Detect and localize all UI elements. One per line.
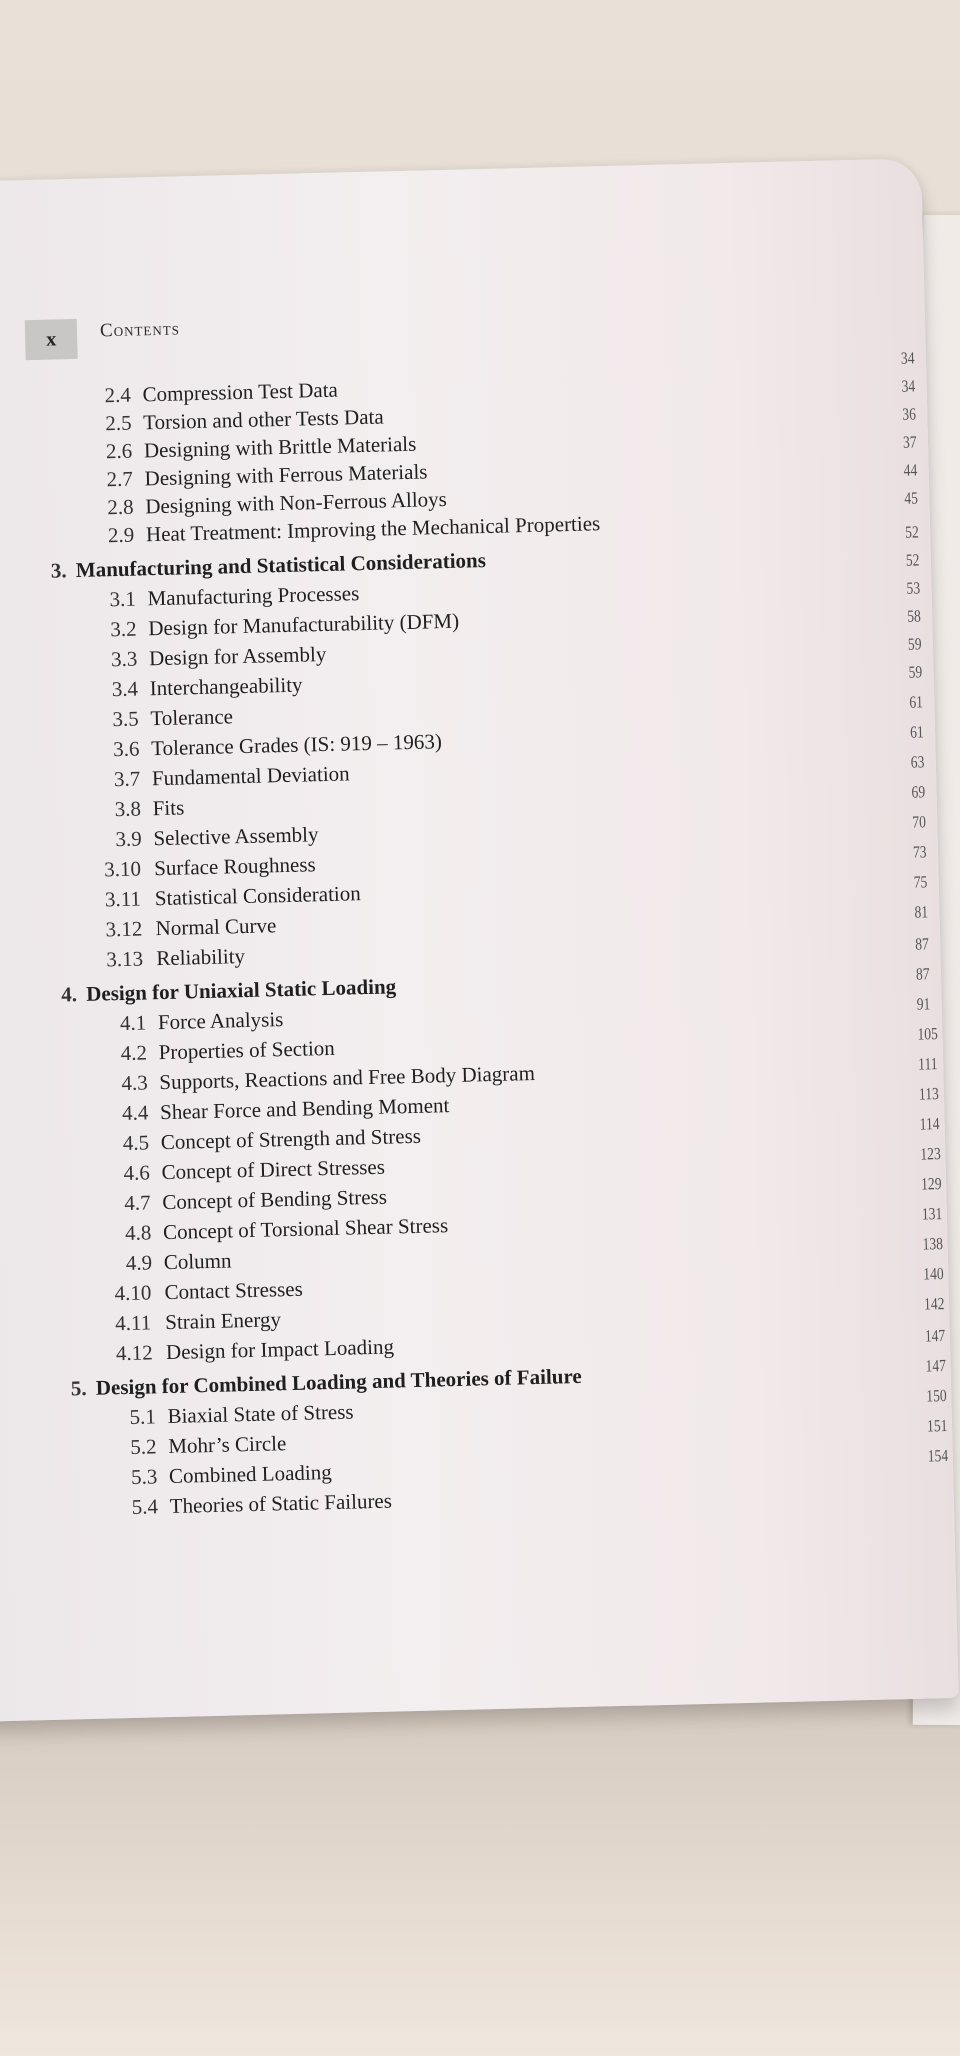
entry-page: 59 [908, 662, 923, 682]
entry-title: Column [163, 1248, 232, 1275]
entry-title: Tolerance Grades (IS: 919 – 1963) [150, 729, 443, 761]
entry-title: Contact Stresses [164, 1276, 304, 1305]
entry-page: 59 [907, 634, 922, 654]
entry-number: 4.9 [125, 1250, 153, 1276]
chapter-title: Design for Uniaxial Static Loading [85, 974, 397, 1006]
entry-page: 138 [922, 1234, 944, 1254]
entry-number: 3.8 [114, 796, 142, 822]
entry-page: 58 [906, 606, 922, 626]
entry-title: Design for Manufacturability (DFM) [148, 608, 460, 641]
book-page [0, 158, 959, 1721]
entry-page: 69 [911, 782, 926, 802]
entry-number: 4.1 [119, 1010, 147, 1036]
entry-number: 3.3 [110, 646, 138, 672]
entry-number: 2.5 [104, 410, 132, 436]
chapter-title: Manufacturing and Statistical Considerations [75, 548, 487, 583]
entry-number: 4.2 [120, 1040, 148, 1066]
entry-page: 73 [912, 842, 927, 862]
entry-number: 3.2 [110, 616, 137, 642]
entry-number: 5.1 [129, 1404, 157, 1429]
entry-page: 142 [923, 1294, 945, 1314]
entry-page: 113 [918, 1084, 940, 1104]
entry-number: 4.12 [115, 1340, 154, 1366]
entry-page: 147 [925, 1356, 947, 1376]
entry-number: 2.8 [107, 494, 134, 520]
entry-page: 87 [915, 934, 930, 954]
entry-title: Selective Assembly [153, 822, 319, 851]
entry-page: 131 [921, 1204, 943, 1224]
chapter-number: 4. [60, 982, 78, 1007]
entry-page: 75 [913, 872, 928, 892]
entry-number: 3.4 [111, 676, 139, 702]
entry-number: 3.11 [104, 886, 142, 912]
entry-title: Designing with Ferrous Materials [144, 459, 428, 491]
entry-title: Torsion and other Tests Data [142, 404, 384, 435]
entry-title: Tolerance [150, 704, 234, 731]
entry-page: 45 [904, 488, 919, 508]
entry-number: 4.4 [121, 1100, 149, 1126]
entry-page: 105 [917, 1024, 939, 1044]
entry-title: Mohr’s Circle [167, 1431, 287, 1459]
entry-title: Fundamental Deviation [151, 761, 350, 791]
entry-title: Interchangeability [149, 672, 303, 701]
entry-number: 2.9 [107, 522, 135, 548]
entry-title: Force Analysis [157, 1007, 284, 1035]
entry-number: 4.8 [124, 1220, 152, 1246]
page-number-tab: x [25, 319, 78, 360]
entry-page: 129 [920, 1174, 942, 1194]
entry-title: Surface Roughness [153, 852, 316, 881]
entry-page: 114 [919, 1114, 940, 1134]
entry-title: Strain Energy [164, 1307, 282, 1335]
entry-title: Concept of Torsional Shear Stress [162, 1213, 449, 1245]
entry-number: 4.7 [124, 1190, 151, 1216]
entry-title: Reliability [156, 944, 246, 971]
entry-page: 154 [927, 1445, 949, 1466]
entry-page: 123 [920, 1144, 941, 1164]
entry-title: Fits [152, 795, 185, 821]
entry-title: Designing with Brittle Materials [143, 431, 417, 463]
entry-page: 53 [906, 578, 921, 598]
entry-number: 4.3 [121, 1070, 148, 1096]
entry-number: 2.7 [106, 466, 134, 492]
entry-page: 91 [916, 994, 931, 1014]
entry-title: Theories of Static Failures [169, 1488, 393, 1519]
running-head: Contents [99, 318, 181, 342]
entry-page: 44 [903, 460, 918, 480]
entry-title: Manufacturing Processes [147, 581, 360, 611]
entry-title: Designing with Non-Ferrous Alloys [145, 486, 448, 519]
entry-title: Concept of Strength and Stress [160, 1123, 422, 1155]
entry-page: 63 [910, 752, 925, 772]
entry-number: 3.10 [103, 856, 142, 882]
entry-title: Properties of Section [158, 1035, 336, 1065]
entry-title: Biaxial State of Stress [167, 1399, 354, 1429]
entry-page: 147 [924, 1326, 946, 1346]
entry-number: 3.6 [112, 736, 140, 762]
background-cloth [0, 1700, 960, 2056]
entry-number: 3.5 [112, 706, 140, 732]
entry-number: 4.6 [123, 1160, 151, 1186]
entry-number: 5.2 [129, 1434, 157, 1459]
entry-number: 2.6 [105, 438, 133, 464]
entry-page: 52 [905, 550, 920, 570]
entry-title: Design for Impact Loading [165, 1334, 395, 1365]
chapter-title: Design for Combined Loading and Theories of Failure [95, 1363, 582, 1400]
entry-title: Design for Assembly [148, 641, 327, 671]
entry-number: 3.1 [109, 586, 137, 612]
entry-title: Concept of Direct Stresses [161, 1154, 386, 1185]
entry-title: Compression Test Data [142, 377, 339, 407]
entry-title: Normal Curve [155, 913, 277, 941]
entry-number: 4.5 [122, 1130, 150, 1156]
entry-page: 87 [915, 964, 930, 984]
entry-number: 5.4 [131, 1494, 159, 1519]
entry-page: 81 [914, 902, 929, 922]
entry-title: Combined Loading [168, 1460, 332, 1489]
entry-number: 5.3 [130, 1464, 158, 1489]
entry-title: Concept of Bending Stress [162, 1184, 388, 1215]
entry-page: 111 [917, 1054, 938, 1074]
entry-page: 140 [923, 1264, 944, 1284]
entry-page: 34 [900, 348, 915, 368]
entry-page: 61 [909, 722, 924, 742]
entry-page: 34 [901, 376, 916, 396]
chapter-number: 3. [50, 558, 67, 583]
entry-number: 2.4 [104, 382, 132, 408]
entry-number: 3.12 [105, 916, 143, 942]
entry-title: Shear Force and Bending Moment [159, 1093, 450, 1125]
entry-page: 150 [926, 1386, 947, 1406]
entry-title: Statistical Consideration [154, 881, 362, 911]
entry-title: Heat Treatment: Improving the Mechanical Properties [145, 511, 601, 547]
entry-number: 4.10 [114, 1280, 152, 1306]
entry-page: 151 [926, 1415, 948, 1436]
entry-title: Supports, Reactions and Free Body Diagram [159, 1060, 536, 1095]
chapter-number: 5. [70, 1376, 87, 1401]
entry-page: 36 [902, 404, 917, 424]
entry-page: 61 [909, 692, 924, 712]
entry-page: 52 [904, 522, 920, 542]
entry-number: 4.11 [114, 1310, 152, 1336]
entry-page: 37 [902, 432, 917, 452]
entry-number: 3.13 [106, 946, 144, 972]
entry-page: 70 [912, 812, 927, 832]
entry-number: 3.7 [113, 766, 141, 792]
entry-number: 3.9 [115, 826, 142, 852]
